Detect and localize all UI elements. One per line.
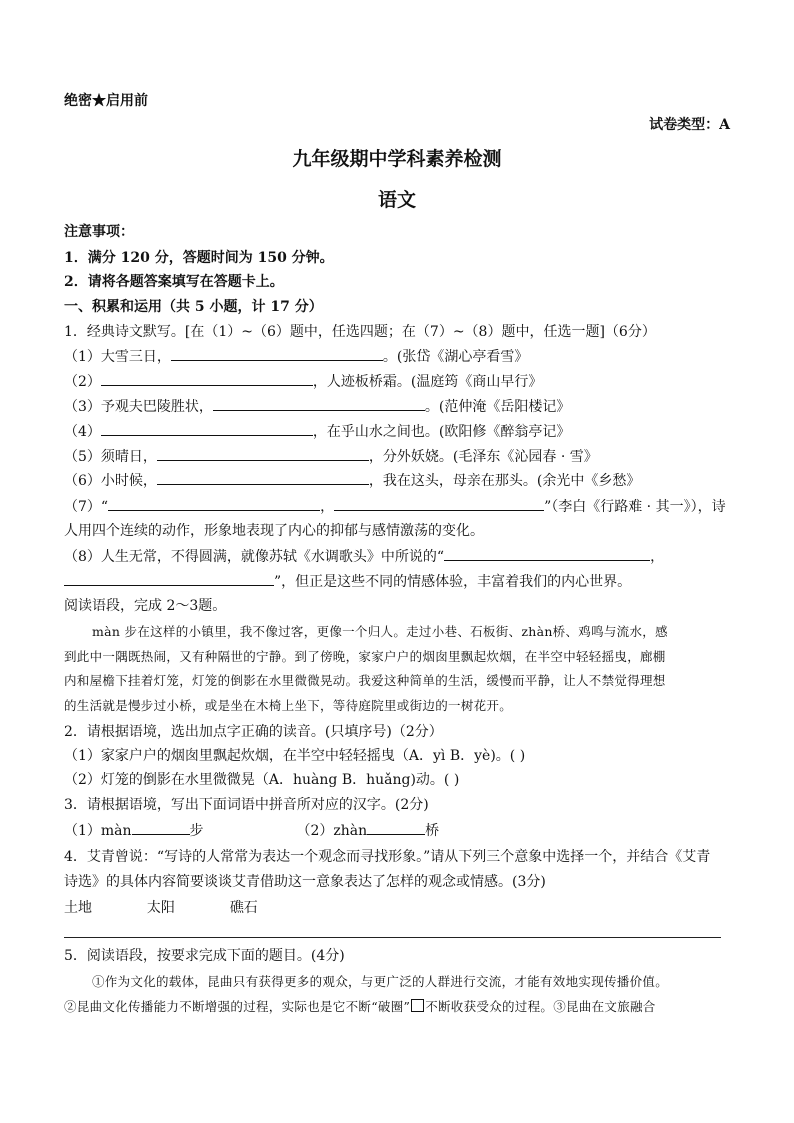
q1-line-8-post1: ， [650, 549, 665, 565]
q1-line-1 [64, 346, 730, 367]
q1-line-2-post: ，人迹板桥霜。(温庭筠《商山早行》 [312, 374, 543, 390]
notes-heading: 注意事项： [64, 224, 134, 240]
q2-option-1: （1）家家户户的烟囱里飘起炊烟，在半空中轻轻摇曳（A．yì B．yè)。( ) [64, 748, 526, 764]
page-title: 九年级期中学科素养检测 [292, 148, 502, 170]
q1-line-7 [64, 496, 730, 517]
q1-line-5 [64, 446, 730, 467]
q1-line-8-continued [64, 571, 730, 592]
q3-stem: 3．请根据语境，写出下面词语中拼音所对应的汉字。(2分) [64, 797, 429, 813]
q1-line-3 [64, 396, 730, 417]
answer-blank[interactable] [101, 421, 313, 436]
q1-line-6-post: ，我在这头，母亲在那头。(余光中《乡愁》 [368, 473, 641, 489]
q1-line-2 [64, 371, 730, 392]
q4-stem-line-1: 4．艾青曾说：“写诗的人常常为表达一个观念而寻找形象。”请从下列三个意象中选择一个，并结合《艾青 [64, 849, 711, 865]
q5-stem: 5．阅读语段，按要求完成下面的题目。(4分) [64, 948, 345, 964]
q1-line-7-pre: （7）“ [64, 499, 109, 515]
q1-line-3-post: 。(范仲淹《岳阳楼记》 [424, 399, 571, 415]
paper-type-label: 试卷类型：A [649, 117, 730, 133]
q1-line-8-pre: （8）人生无常，不得圆满，就像苏轼《水调歌头》中所说的“ [64, 549, 445, 565]
q4-options [64, 898, 730, 918]
section-heading: 一、积累和运用（共 5 小题，计 17 分） [64, 299, 323, 315]
q4-option-3: 礁石 [229, 900, 258, 916]
q1-line-5-post: ，分外妖娆。(毛泽东《沁园春 · 雪》 [368, 449, 598, 465]
q1-line-4 [64, 421, 730, 442]
q1-line-8-post2: ”，但正是这些不同的情感体验，丰富着我们的内心世界。 [274, 574, 632, 590]
answer-blank[interactable] [108, 496, 320, 511]
q3-item-2-pre: （2）zhàn [296, 823, 368, 839]
q1-line-6 [64, 470, 730, 491]
punctuation-box[interactable] [411, 999, 424, 1012]
answer-blank[interactable] [132, 820, 190, 835]
subject-title: 语文 [377, 189, 416, 211]
divider-line [64, 937, 721, 938]
q5-passage-line-1: ①作为文化的载体，昆曲只有获得更多的观众，与更广泛的人群进行交流，才能有效地实现传播价值。 [92, 974, 669, 989]
answer-blank[interactable] [171, 346, 383, 361]
q1-line-2-pre: （2） [64, 374, 101, 390]
q4-option-2: 太阳 [146, 900, 175, 916]
q4-stem-line-2: 诗选》的具体内容简要谈谈艾青借助这一意象表达了怎样的观念或情感。(3分) [64, 874, 546, 890]
answer-blank[interactable] [444, 546, 650, 561]
answer-blank[interactable] [157, 446, 369, 461]
answer-blank[interactable] [64, 571, 274, 586]
q3-item-2-post: 桥 [425, 823, 440, 839]
q1-stem: 1．经典诗文默写。[在（1）~（6）题中，任选四题；在（7）~（8）题中，任选一题]（6分） [64, 324, 656, 340]
answer-blank[interactable] [334, 496, 544, 511]
passage-line-4: 的生活就是慢步过小桥，或是坐在木椅上坐下，等待庭院里或街边的一树花开。 [64, 698, 513, 713]
q1-line-1-pre: （1）大雪三日， [64, 349, 171, 365]
q1-line-7-continued: 人用四个连续的动作，形象地表现了内心的抑郁与感情激荡的变化。 [64, 523, 484, 539]
answer-blank[interactable] [367, 820, 425, 835]
answer-blank[interactable] [101, 371, 313, 386]
passage-line-2: 到此中一隅既热闹，又有种隔世的宁静。到了傍晚，家家户户的烟囱里飘起炊烟，在半空中轻轻摇曳，廊棚 [64, 649, 666, 664]
q1-line-4-post: ，在乎山水之间也。(欧阳修《醉翁亭记》 [312, 424, 571, 440]
q1-line-4-pre: （4） [64, 424, 101, 440]
q4-option-1: 土地 [64, 900, 92, 916]
q3-item-1-pre: （1）màn [64, 823, 132, 839]
passage-intro: 阅读语段，完成 2～3题。 [64, 598, 227, 614]
q1-line-5-pre: （5）须晴日， [64, 449, 157, 465]
q5-passage-line-2 [64, 997, 730, 1017]
q3-items [64, 820, 730, 841]
q1-line-1-post: 。(张岱《湖心亭看雪》 [382, 349, 529, 365]
q1-line-3-pre: （3）予观夫巴陵胜状， [64, 399, 213, 415]
answer-blank[interactable] [157, 470, 369, 485]
passage-line-3: 内和屋檐下挂着灯笼，灯笼的倒影在水里微微晃动。我爱这种简单的生活，缓慢而平静，让人不禁觉得理想 [64, 673, 666, 688]
passage-line-1: màn 步在这样的小镇里，我不像过客，更像一个归人。走过小巷、石板街、zhàn桥、鸡鸣与流水，感 [92, 624, 668, 639]
q3-item-1-post: 步 [189, 823, 204, 839]
q2-option-2: （2）灯笼的倒影在水里微微晃（A．huàng B．huǎng)动。( ) [64, 772, 460, 788]
q1-line-6-pre: （6）小时候， [64, 473, 157, 489]
q1-line-7-post: ”（李白《行路难 · 其一》），诗 [544, 499, 726, 515]
q5-passage-line-2-post: 不断收获受众的过程。③昆曲在文旅融合 [425, 999, 656, 1014]
q5-passage-line-2-pre: ②昆曲文化传播能力不断增强的过程，实际也是它不断“破圈” [64, 999, 411, 1014]
confidential-label: 绝密★启用前 [64, 93, 148, 109]
q1-line-7-mid: ， [320, 499, 335, 515]
notes-item-1: 1．满分 120 分，答题时间为 150 分钟。 [64, 250, 334, 266]
notes-item-2: 2．请将各题答案填写在答题卡上。 [64, 274, 284, 290]
answer-blank[interactable] [213, 396, 425, 411]
q2-stem: 2．请根据语境，选出加点字正确的读音。(只填序号)（2分） [64, 724, 443, 740]
q1-line-8 [64, 546, 730, 567]
